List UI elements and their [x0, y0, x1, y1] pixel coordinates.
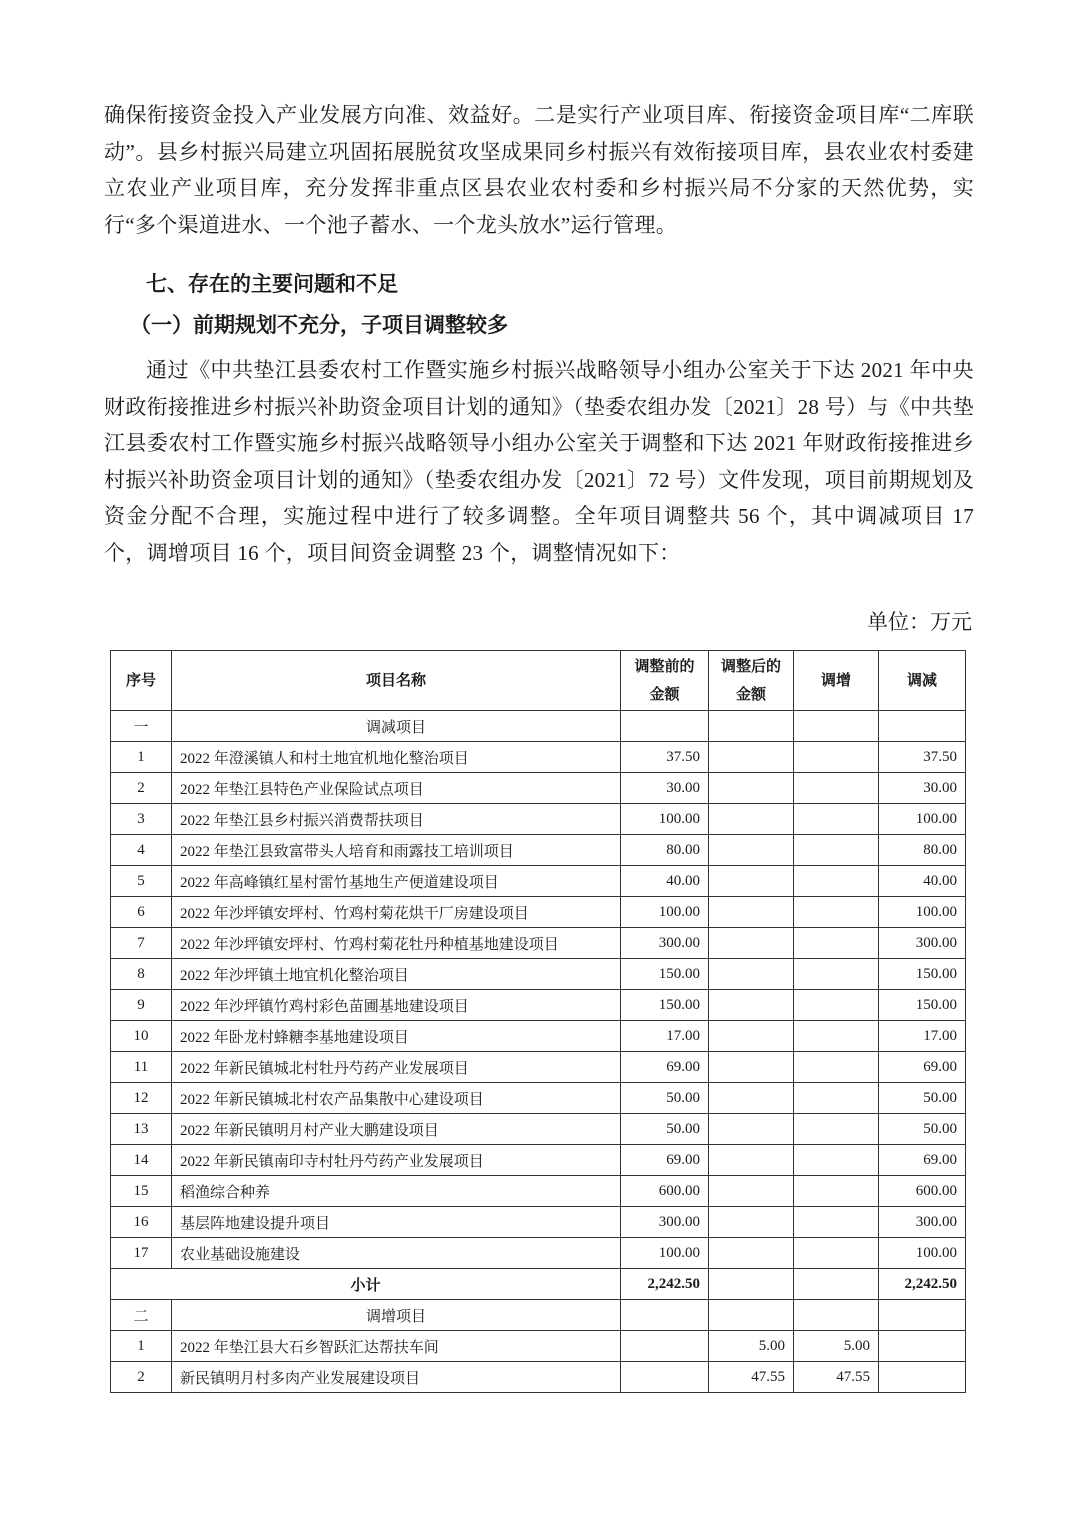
subtotal-row [111, 1269, 966, 1300]
cell-increase: 5.00 [794, 1331, 879, 1362]
cell-before: 69.00 [621, 1052, 709, 1083]
cell-before [621, 1331, 709, 1362]
cell-name: 农业基础设施建设 [172, 1238, 621, 1269]
table-row [111, 1052, 966, 1083]
cell-after [709, 928, 794, 959]
cell-increase [794, 959, 879, 990]
cell-decrease: 100.00 [879, 897, 966, 928]
cell-decrease: 30.00 [879, 773, 966, 804]
subtotal-label: 小计 [111, 1269, 621, 1300]
cell-after [709, 1238, 794, 1269]
cell-increase [794, 835, 879, 866]
cell-decrease: 300.00 [879, 928, 966, 959]
cell-name: 2022 年垫江县大石乡智跃汇达帮扶车间 [172, 1331, 621, 1362]
cell-name: 2022 年沙坪镇安坪村、竹鸡村菊花牡丹种植基地建设项目 [172, 928, 621, 959]
cell-before: 30.00 [621, 773, 709, 804]
cell-increase: 47.55 [794, 1362, 879, 1393]
body-paragraph-2: 通过《中共垫江县委农村工作暨实施乡村振兴战略领导小组办公室关于下达 2021 年中央财政衔接推进乡村振兴补助资金项目计划的通知》（垫委农组办发〔2021〕28 号）与《中共垫江县委农村工作暨实施乡村振兴战略领导小组办公室关于调整和下达 2021 年财政衔接推进乡村振兴补助资金项目计划的通知》（垫委农组办发〔2021〕72 号）文件发现，项目前期规划及资金分配不合理，实施过程中进行了较多调整。全年项目调整共 56 个，其中调减项目 17 个，调增项目 16 个，项目间资金调整 23 个，调整情况如下： [104, 358, 974, 565]
cell-seq: 15 [111, 1176, 172, 1207]
header-before-text: 调整前的金额 [634, 658, 695, 703]
cell-before: 300.00 [621, 1207, 709, 1238]
cell-name: 2022 年沙坪镇竹鸡村彩色苗圃基地建设项目 [172, 990, 621, 1021]
table-row [111, 804, 966, 835]
cell-name: 2022 年卧龙村蜂糖李基地建设项目 [172, 1021, 621, 1052]
table-row [111, 1083, 966, 1114]
table-row [111, 1207, 966, 1238]
cell-after [709, 835, 794, 866]
table-row [111, 928, 966, 959]
cell-name: 2022 年高峰镇红星村雷竹基地生产便道建设项目 [172, 866, 621, 897]
cell-seq: 4 [111, 835, 172, 866]
header-name: 项目名称 [172, 651, 621, 711]
subsection-heading: （一）前期规划不充分，子项目调整较多 [130, 313, 508, 337]
table-row [111, 1114, 966, 1145]
cell-name: 2022 年垫江县乡村振兴消费帮扶项目 [172, 804, 621, 835]
cell-seq: 7 [111, 928, 172, 959]
subtotal-decrease: 2,242.50 [879, 1269, 966, 1300]
section-name: 调增项目 [172, 1300, 621, 1331]
cell-seq: 2 [111, 1362, 172, 1393]
cell-after [709, 1145, 794, 1176]
table-row [111, 773, 966, 804]
section-name: 调减项目 [172, 711, 621, 742]
cell-seq: 1 [111, 742, 172, 773]
header-after-text: 调整后的金额 [720, 658, 781, 703]
cell-name: 2022 年垫江县致富带头人培育和雨露技工培训项目 [172, 835, 621, 866]
cell-name: 2022 年澄溪镇人和村土地宜机地化整治项目 [172, 742, 621, 773]
header-increase: 调增 [794, 651, 879, 711]
cell-after [709, 742, 794, 773]
cell-before: 80.00 [621, 835, 709, 866]
cell-before: 37.50 [621, 742, 709, 773]
table-row [111, 835, 966, 866]
cell-after [709, 804, 794, 835]
cell-name: 基层阵地建设提升项目 [172, 1207, 621, 1238]
cell-before: 100.00 [621, 1238, 709, 1269]
cell-after [709, 1114, 794, 1145]
subtotal-after [709, 1269, 794, 1300]
cell-after [709, 1083, 794, 1114]
cell-increase [794, 1145, 879, 1176]
cell-decrease: 300.00 [879, 1207, 966, 1238]
unit-label: 单位：万元 [867, 610, 972, 634]
cell-before: 300.00 [621, 928, 709, 959]
cell-seq: 12 [111, 1083, 172, 1114]
cell-before: 100.00 [621, 804, 709, 835]
table-row [111, 742, 966, 773]
cell-after [709, 959, 794, 990]
cell-increase [794, 1052, 879, 1083]
cell-increase [794, 773, 879, 804]
cell-before: 50.00 [621, 1083, 709, 1114]
cell-name: 2022 年沙坪镇安坪村、竹鸡村菊花烘干厂房建设项目 [172, 897, 621, 928]
cell-increase [794, 990, 879, 1021]
table-row [111, 866, 966, 897]
section-row-increase [111, 1300, 966, 1331]
subtotal-increase [794, 1269, 879, 1300]
cell-seq: 17 [111, 1238, 172, 1269]
cell-name: 2022 年新民镇城北村牡丹芍药产业发展项目 [172, 1052, 621, 1083]
cell-before: 50.00 [621, 1114, 709, 1145]
table-row [111, 990, 966, 1021]
cell-seq: 10 [111, 1021, 172, 1052]
body-paragraph-1: 确保衔接资金投入产业发展方向准、效益好。二是实行产业项目库、衔接资金项目库“二库联动”。县乡村振兴局建立巩固拓展脱贫攻坚成果同乡村振兴有效衔接项目库，县农业农村委建立农业产业项目库，充分发挥非重点区县农业农村委和乡村振兴局不分家的天然优势，实行“多个渠道进水、一个池子蓄水、一个龙头放水”运行管理。 [104, 103, 974, 237]
cell-decrease [879, 1362, 966, 1393]
cell-after [709, 1021, 794, 1052]
cell-increase [794, 1176, 879, 1207]
cell-before: 17.00 [621, 1021, 709, 1052]
cell-name: 2022 年新民镇南印寺村牡丹芍药产业发展项目 [172, 1145, 621, 1176]
cell-before: 40.00 [621, 866, 709, 897]
cell-after [709, 1052, 794, 1083]
cell-after [709, 897, 794, 928]
header-after [709, 651, 794, 711]
cell-name: 2022 年垫江县特色产业保险试点项目 [172, 773, 621, 804]
cell-decrease: 50.00 [879, 1083, 966, 1114]
header-seq: 序号 [111, 651, 172, 711]
cell-decrease [879, 1331, 966, 1362]
cell-before: 100.00 [621, 897, 709, 928]
cell-name: 2022 年沙坪镇土地宜机化整治项目 [172, 959, 621, 990]
cell-name: 2022 年新民镇明月村产业大鹏建设项目 [172, 1114, 621, 1145]
cell-decrease: 17.00 [879, 1021, 966, 1052]
table-header-row [111, 651, 966, 711]
cell-seq: 8 [111, 959, 172, 990]
cell-decrease: 150.00 [879, 959, 966, 990]
cell-after [709, 1207, 794, 1238]
cell-decrease: 100.00 [879, 804, 966, 835]
cell-increase [794, 1238, 879, 1269]
cell-decrease: 69.00 [879, 1145, 966, 1176]
section-heading: 七、存在的主要问题和不足 [146, 272, 398, 296]
cell-seq: 13 [111, 1114, 172, 1145]
cell-before [621, 1362, 709, 1393]
cell-name: 新民镇明月村多肉产业发展建设项目 [172, 1362, 621, 1393]
cell-increase [794, 804, 879, 835]
cell-after: 5.00 [709, 1331, 794, 1362]
cell-decrease: 69.00 [879, 1052, 966, 1083]
cell-increase [794, 866, 879, 897]
cell-seq: 1 [111, 1331, 172, 1362]
cell-decrease: 50.00 [879, 1114, 966, 1145]
cell-increase [794, 928, 879, 959]
cell-seq: 2 [111, 773, 172, 804]
header-decrease: 调减 [879, 651, 966, 711]
table-row [111, 1021, 966, 1052]
cell-name: 2022 年新民镇城北村农产品集散中心建设项目 [172, 1083, 621, 1114]
cell-seq: 5 [111, 866, 172, 897]
table-row [111, 1331, 966, 1362]
cell-before: 69.00 [621, 1145, 709, 1176]
cell-increase [794, 1207, 879, 1238]
cell-increase [794, 897, 879, 928]
cell-seq: 16 [111, 1207, 172, 1238]
cell-seq: 6 [111, 897, 172, 928]
cell-decrease: 37.50 [879, 742, 966, 773]
subtotal-before: 2,242.50 [621, 1269, 709, 1300]
table-row [111, 1145, 966, 1176]
section-seq: 一 [111, 711, 172, 742]
section-row-decrease [111, 711, 966, 742]
cell-decrease: 100.00 [879, 1238, 966, 1269]
cell-decrease: 600.00 [879, 1176, 966, 1207]
section-seq: 二 [111, 1300, 172, 1331]
cell-name: 稻渔综合种养 [172, 1176, 621, 1207]
cell-before: 150.00 [621, 990, 709, 1021]
cell-before: 600.00 [621, 1176, 709, 1207]
header-before [621, 651, 709, 711]
adjustment-table [110, 650, 966, 1393]
table-row [111, 1176, 966, 1207]
table-row [111, 959, 966, 990]
cell-decrease: 40.00 [879, 866, 966, 897]
cell-seq: 3 [111, 804, 172, 835]
cell-seq: 11 [111, 1052, 172, 1083]
cell-decrease: 150.00 [879, 990, 966, 1021]
table-row [111, 1362, 966, 1393]
cell-before: 150.00 [621, 959, 709, 990]
cell-after [709, 773, 794, 804]
cell-after [709, 990, 794, 1021]
cell-increase [794, 1114, 879, 1145]
cell-increase [794, 742, 879, 773]
cell-after [709, 866, 794, 897]
cell-increase [794, 1083, 879, 1114]
table-row [111, 897, 966, 928]
cell-seq: 14 [111, 1145, 172, 1176]
cell-decrease: 80.00 [879, 835, 966, 866]
cell-after: 47.55 [709, 1362, 794, 1393]
cell-after [709, 1176, 794, 1207]
cell-increase [794, 1021, 879, 1052]
table-row [111, 1238, 966, 1269]
cell-seq: 9 [111, 990, 172, 1021]
